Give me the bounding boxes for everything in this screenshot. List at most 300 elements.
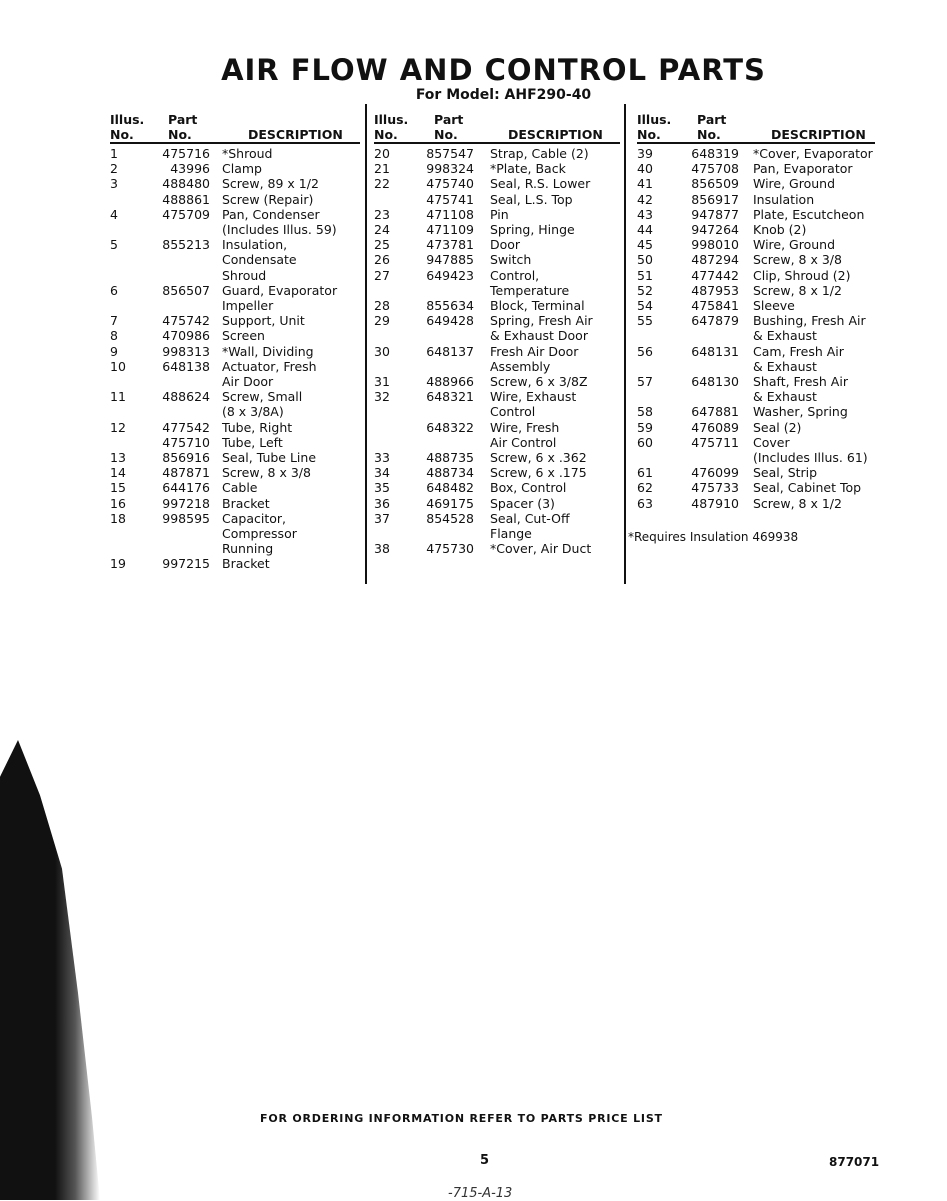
illus-number: 19 [110,556,126,572]
scan-edge-shadow [0,740,100,1200]
parts-row [374,207,620,222]
part-description: (Includes Illus. 59) [222,222,337,238]
part-number: 475741 [426,191,474,207]
part-number: 947885 [426,252,474,268]
illus-number: 37 [374,510,390,526]
part-description: Pan, Evaporator [753,161,853,177]
part-number: 998010 [691,237,739,253]
part-description: Wire, Ground [753,176,836,192]
part-description: Control [490,404,536,420]
part-description: Screw, Small [222,389,303,405]
part-description: Seal, L.S. Top [490,191,573,207]
part-description: *Cover, Evaporator [753,146,873,161]
parts-row [637,328,875,343]
parts-row [374,176,620,191]
part-number: 469175 [426,495,474,511]
part-description: Spring, Fresh Air [490,313,593,329]
part-description: & Exhaust [753,358,817,374]
illus-number: 21 [374,161,390,177]
parts-row [637,313,875,328]
part-number: 947264 [691,222,739,238]
part-number: 488735 [426,450,474,466]
part-number: 998595 [162,510,210,526]
part-description: Strap, Cable (2) [490,146,589,161]
illus-number: 10 [110,358,126,374]
parts-row [110,511,360,526]
parts-row [110,298,360,313]
part-description: Screw, 8 x 3/8 [753,252,842,268]
ordering-note: FOR ORDERING INFORMATION REFER TO PARTS PRICE LIST [260,1112,663,1125]
part-description: *Wall, Dividing [222,343,314,359]
part-description: Insulation [753,191,815,207]
parts-row [110,450,360,465]
illus-number: 16 [110,495,126,511]
parts-row [374,526,620,541]
part-description: Screw, 8 x 1/2 [753,495,842,511]
parts-row [637,146,875,161]
parts-row [374,374,620,389]
illus-number: 23 [374,206,390,222]
parts-row [374,328,620,343]
illus-number: 30 [374,343,390,359]
header-description: DESCRIPTION [248,127,343,142]
illus-number: 61 [637,465,653,481]
part-description: Door [490,237,521,253]
part-description: (Includes Illus. 61) [753,450,868,466]
page-title: AIR FLOW AND CONTROL PARTS [221,53,766,87]
part-description: Cover [753,434,790,450]
part-description: & Exhaust [753,328,817,344]
part-number: 471109 [426,222,474,238]
column-header: Illus. No. Part No. DESCRIPTION [110,112,360,146]
part-number: 648322 [426,419,474,435]
parts-row [110,313,360,328]
parts-row [637,435,875,450]
illus-number: 60 [637,434,653,450]
part-number: 487871 [162,465,210,481]
parts-row [637,359,875,374]
insulation-footnote: *Requires Insulation 469938 [628,530,799,544]
part-description: Air Door [222,374,274,390]
column-header: Illus. No. Part No. DESCRIPTION [374,112,620,146]
parts-row [374,465,620,480]
part-description: Flange [490,526,532,542]
parts-row [110,374,360,389]
parts-row [110,328,360,343]
parts-row [110,146,360,161]
parts-row [637,283,875,298]
part-number: 475742 [162,313,210,329]
illus-number: 6 [110,282,118,298]
part-description: Insulation, [222,237,288,253]
parts-row [637,404,875,419]
illus-number: 18 [110,510,126,526]
illus-number: 26 [374,252,390,268]
parts-row [110,192,360,207]
part-description: Compressor [222,526,297,542]
header-description: DESCRIPTION [508,127,603,142]
part-number: 476089 [691,419,739,435]
illus-number: 63 [637,495,653,511]
part-description: & Exhaust Door [490,328,588,344]
illus-number: 34 [374,465,390,481]
part-number: 475740 [426,176,474,192]
part-description: Capacitor, [222,510,286,526]
part-description: Pan, Condenser [222,206,320,222]
part-description: Cam, Fresh Air [753,343,844,359]
part-number: 473781 [426,237,474,253]
parts-column-1 [110,112,360,572]
part-number: 947877 [691,206,739,222]
parts-row [110,465,360,480]
parts-row [637,268,875,283]
part-number: 475730 [426,541,474,557]
parts-row [110,207,360,222]
part-number: 470986 [162,328,210,344]
part-description: Seal, Strip [753,465,818,481]
parts-row [110,480,360,495]
illus-number: 27 [374,267,390,283]
model-subtitle: For Model: AHF290-40 [415,87,592,103]
part-number: 648138 [162,358,210,374]
parts-row [374,496,620,511]
part-description: Running [222,541,274,557]
parts-row [110,344,360,359]
illus-number: 25 [374,237,390,253]
part-description: Support, Unit [222,313,305,329]
parts-column-2 [374,112,620,556]
parts-row [110,541,360,556]
illus-number: 13 [110,450,126,466]
parts-row [374,344,620,359]
part-description: Washer, Spring [753,404,848,420]
part-number: 477442 [691,267,739,283]
parts-row [637,480,875,495]
part-number: 648321 [426,389,474,405]
parts-row [110,526,360,541]
part-description: & Exhaust [753,389,817,405]
part-number: 647879 [691,313,739,329]
part-description: Bracket [222,556,270,572]
parts-row [637,237,875,252]
parts-row [110,222,360,237]
illus-number: 28 [374,298,390,314]
part-description: Screw, 8 x 3/8 [222,465,311,481]
part-number: 475709 [162,206,210,222]
part-description: Spacer (3) [490,495,555,511]
part-description: Screw, 6 x 3/8Z [490,374,588,390]
parts-row [374,146,620,161]
part-number: 648137 [426,343,474,359]
part-description: Temperature [490,282,570,298]
parts-row [637,344,875,359]
parts-row [637,496,875,511]
illus-number: 5 [110,237,118,253]
part-number: 649428 [426,313,474,329]
part-description: Pin [490,206,509,222]
part-number: 475841 [691,298,739,314]
part-description: (8 x 3/8A) [222,404,284,420]
parts-row [374,359,620,374]
part-description: Wire, Fresh [490,419,560,435]
parts-row [374,252,620,267]
part-description: Seal, R.S. Lower [490,176,591,192]
illus-number: 50 [637,252,653,268]
parts-row [374,480,620,495]
parts-rows [110,146,360,572]
parts-row [637,374,875,389]
part-description: Wire, Ground [753,237,836,253]
part-description: Screw, 89 x 1/2 [222,176,319,192]
parts-row [374,161,620,176]
part-description: Screw, 8 x 1/2 [753,282,842,298]
parts-row [110,420,360,435]
illus-number: 4 [110,206,118,222]
header-rule [374,142,620,144]
part-number: 997215 [162,556,210,572]
part-description: Knob (2) [753,222,807,238]
part-description: Cable [222,480,258,496]
illus-number: 24 [374,222,390,238]
part-number: 856917 [691,191,739,207]
part-description: Wire, Exhaust [490,389,577,405]
illus-number: 44 [637,222,653,238]
illus-number: 58 [637,404,653,420]
part-number: 471108 [426,206,474,222]
part-number: 648131 [691,343,739,359]
part-description: Box, Control [490,480,567,496]
part-number: 487294 [691,252,739,268]
part-number: 855213 [162,237,210,253]
part-description: Control, [490,267,540,283]
illus-number: 38 [374,541,390,557]
part-number: 476099 [691,465,739,481]
part-number: 855634 [426,298,474,314]
column-header: Illus. No. Part No. DESCRIPTION [637,112,875,146]
illus-number: 39 [637,146,653,161]
parts-row [374,450,620,465]
part-description: Seal (2) [753,419,802,435]
header-rule [110,142,360,144]
header-rule [637,142,875,144]
part-description: Spring, Hinge [490,222,575,238]
header-description: DESCRIPTION [771,127,866,142]
part-description: Seal, Tube Line [222,450,317,466]
part-number: 488861 [162,191,210,207]
parts-row [637,192,875,207]
parts-rows [637,146,875,511]
part-number: 475708 [691,161,739,177]
parts-rows [374,146,620,556]
parts-row [637,161,875,176]
illus-number: 57 [637,374,653,390]
parts-row [637,252,875,267]
part-description: Bushing, Fresh Air [753,313,866,329]
parts-row [374,298,620,313]
part-number: 488480 [162,176,210,192]
parts-row [110,161,360,176]
part-description: *Cover, Air Duct [490,541,592,557]
illus-number: 59 [637,419,653,435]
part-number: 998313 [162,343,210,359]
part-number: 477542 [162,419,210,435]
part-description: Switch [490,252,532,268]
part-number: 857547 [426,146,474,161]
part-description: Impeller [222,298,274,314]
parts-row [637,222,875,237]
document-number: 877071 [829,1155,880,1169]
part-number: 998324 [426,161,474,177]
parts-row [374,283,620,298]
part-description: Tube, Right [222,419,293,435]
illus-number: 40 [637,161,653,177]
part-description: Condensate [222,252,297,268]
parts-row [637,420,875,435]
part-description: Seal, Cut-Off [490,510,570,526]
part-number: 475733 [691,480,739,496]
parts-row [374,541,620,556]
parts-row [374,435,620,450]
illus-number: 42 [637,191,653,207]
part-description: Clip, Shroud (2) [753,267,851,283]
parts-row [374,404,620,419]
parts-column-3 [637,112,875,511]
parts-row [637,465,875,480]
part-number: 488966 [426,374,474,390]
parts-row [637,389,875,404]
illus-number: 51 [637,267,653,283]
part-description: Seal, Cabinet Top [753,480,862,496]
illus-number: 54 [637,298,653,314]
parts-row [110,404,360,419]
illus-number: 9 [110,343,118,359]
parts-row [374,237,620,252]
illus-number: 15 [110,480,126,496]
part-description: Shroud [222,267,267,283]
illus-number: 12 [110,419,126,435]
part-description: *Plate, Back [490,161,566,177]
part-description: Actuator, Fresh [222,358,317,374]
part-description: Air Control [490,434,557,450]
part-number: 644176 [162,480,210,496]
part-number: 475711 [691,434,739,450]
illus-number: 11 [110,389,126,405]
illus-number: 7 [110,313,118,329]
part-description: Block, Terminal [490,298,585,314]
part-number: 487953 [691,282,739,298]
part-description: Tube, Left [222,434,283,450]
part-number: 856916 [162,450,210,466]
part-description: *Shroud [222,146,273,161]
part-number: 43996 [170,161,210,177]
part-number: 488624 [162,389,210,405]
parts-row [110,556,360,571]
part-description: Shaft, Fresh Air [753,374,848,390]
parts-row [374,268,620,283]
illus-number: 45 [637,237,653,253]
parts-row [374,389,620,404]
illus-number: 3 [110,176,118,192]
illus-number: 1 [110,146,118,161]
illus-number: 56 [637,343,653,359]
part-number: 487910 [691,495,739,511]
parts-row [110,496,360,511]
part-description: Assembly [490,358,551,374]
part-number: 856509 [691,176,739,192]
part-description: Fresh Air Door [490,343,579,359]
part-description: Screw (Repair) [222,191,314,207]
parts-row [637,450,875,465]
illus-number: 33 [374,450,390,466]
column-divider-2 [624,104,626,584]
illus-number: 14 [110,465,126,481]
illus-number: 55 [637,313,653,329]
illus-number: 31 [374,374,390,390]
parts-row [637,298,875,313]
parts-row [374,313,620,328]
part-description: Guard, Evaporator [222,282,338,298]
parts-row [374,222,620,237]
parts-row [110,389,360,404]
part-number: 854528 [426,510,474,526]
illus-number: 62 [637,480,653,496]
parts-row [110,359,360,374]
parts-row [637,176,875,191]
illus-number: 8 [110,328,118,344]
part-number: 997218 [162,495,210,511]
part-number: 648482 [426,480,474,496]
part-description: Screen [222,328,265,344]
handwritten-mark: -715-A-13 [448,1186,513,1201]
part-description: Sleeve [753,298,795,314]
part-description: Clamp [222,161,262,177]
parts-row [110,435,360,450]
illus-number: 43 [637,206,653,222]
illus-number: 52 [637,282,653,298]
part-description: Bracket [222,495,270,511]
illus-number: 20 [374,146,390,161]
illus-number: 22 [374,176,390,192]
part-number: 648319 [691,146,739,161]
illus-number: 2 [110,161,118,177]
page-number: 5 [480,1153,490,1168]
illus-number: 35 [374,480,390,496]
parts-row [110,237,360,252]
parts-row [374,192,620,207]
illus-number: 36 [374,495,390,511]
illus-number: 32 [374,389,390,405]
part-description: Screw, 6 x .175 [490,465,587,481]
parts-row [110,176,360,191]
parts-row [374,511,620,526]
parts-row [374,420,620,435]
illus-number: 29 [374,313,390,329]
part-number: 649423 [426,267,474,283]
illus-number: 41 [637,176,653,192]
part-number: 475710 [162,434,210,450]
parts-row [110,252,360,267]
parts-row [637,207,875,222]
parts-row [110,268,360,283]
part-number: 475716 [162,146,210,161]
part-description: Plate, Escutcheon [753,206,865,222]
column-divider-1 [365,104,367,584]
part-number: 488734 [426,465,474,481]
part-number: 648130 [691,374,739,390]
part-description: Screw, 6 x .362 [490,450,587,466]
parts-row [110,283,360,298]
part-number: 647881 [691,404,739,420]
